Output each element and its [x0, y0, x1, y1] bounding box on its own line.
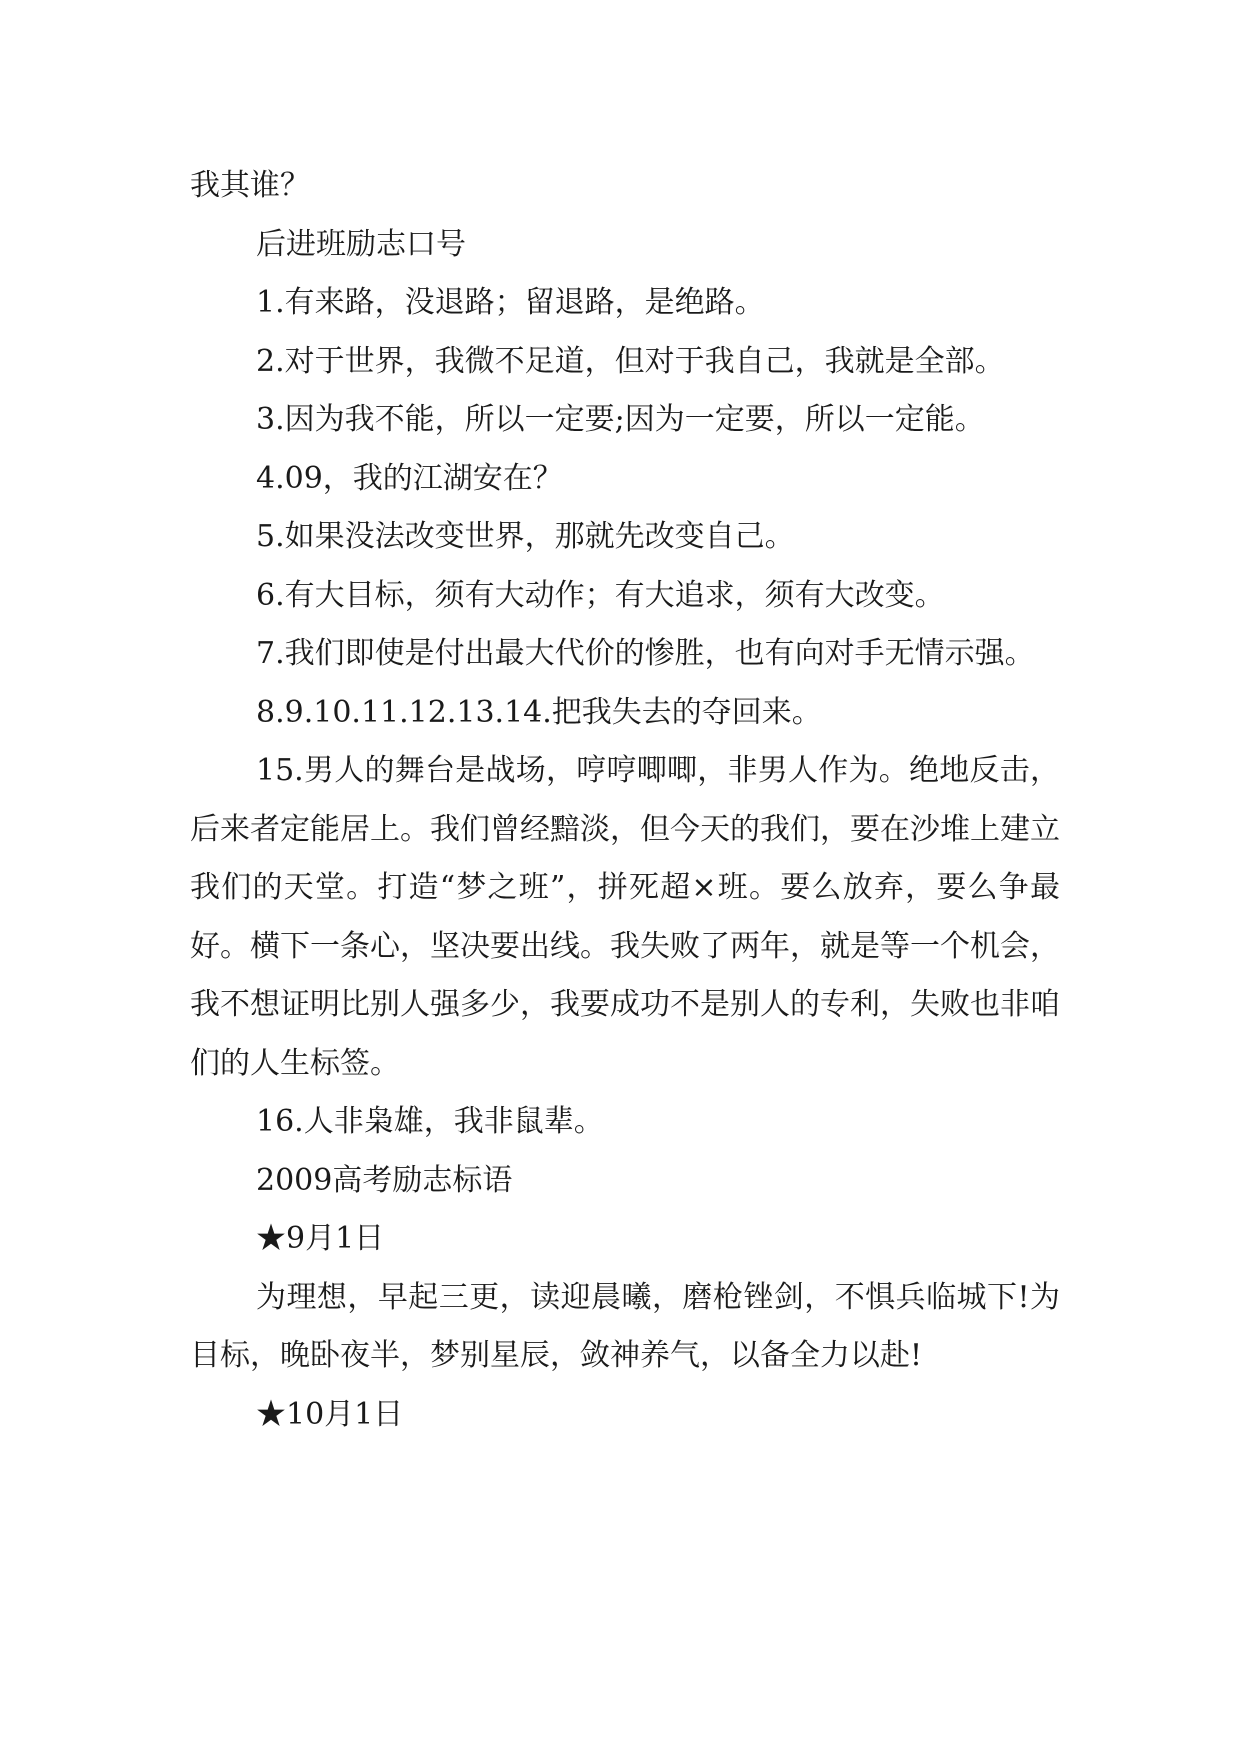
- list-item: 16.人非枭雄，我非鼠辈。: [256, 1104, 604, 1139]
- list-item: 5.如果没法改变世界，那就先改变自己。: [256, 519, 795, 554]
- date-heading: ★10月1日: [256, 1396, 404, 1432]
- section-heading-slogans: 后进班励志口号: [256, 226, 466, 262]
- paragraph-continuation: 我其谁？: [190, 168, 310, 203]
- document-body: [190, 157, 1060, 1444]
- section-heading-exam-slogans: 2009高考励志标语: [256, 1162, 513, 1198]
- list-item: 15.男人的舞台是战场，哼哼唧唧，非男人作为。绝地反击，后来者定能居上。我们曾经黯淡，但今天的我们，要在沙堆上建立我们的天堂。打造“梦之班”，拼死超×班。要么放弃，要么争最好。横下一条心，坚决要出线。我失败了两年，就是等一个机会，我不想证明比别人强多少，我要成功不是别人的专利，失败也非咱们的人生标签。: [190, 753, 1060, 1081]
- list-item: 1.有来路，没退路；留退路，是绝路。: [256, 285, 765, 320]
- list-item: 3.因为我不能，所以一定要;因为一定要，所以一定能。: [256, 402, 985, 437]
- slogan-paragraph: 为理想，早起三更，读迎晨曦，磨枪锉剑，不惧兵临城下!为目标，晚卧夜半，梦别星辰，敛神养气，以备全力以赴!: [190, 1279, 1060, 1373]
- list-item: 6.有大目标，须有大动作；有大追求，须有大改变。: [256, 577, 945, 613]
- list-item: 8.9.10.11.12.13.14.把我失去的夺回来。: [256, 694, 822, 730]
- list-item: 4.09，我的江湖安在？: [256, 460, 563, 496]
- list-item: 2.对于世界，我微不足道，但对于我自己，我就是全部。: [256, 343, 1005, 379]
- list-item: 7.我们即使是付出最大代价的惨胜，也有向对手无情示强。: [256, 636, 1035, 671]
- date-heading: ★9月1日: [256, 1221, 385, 1256]
